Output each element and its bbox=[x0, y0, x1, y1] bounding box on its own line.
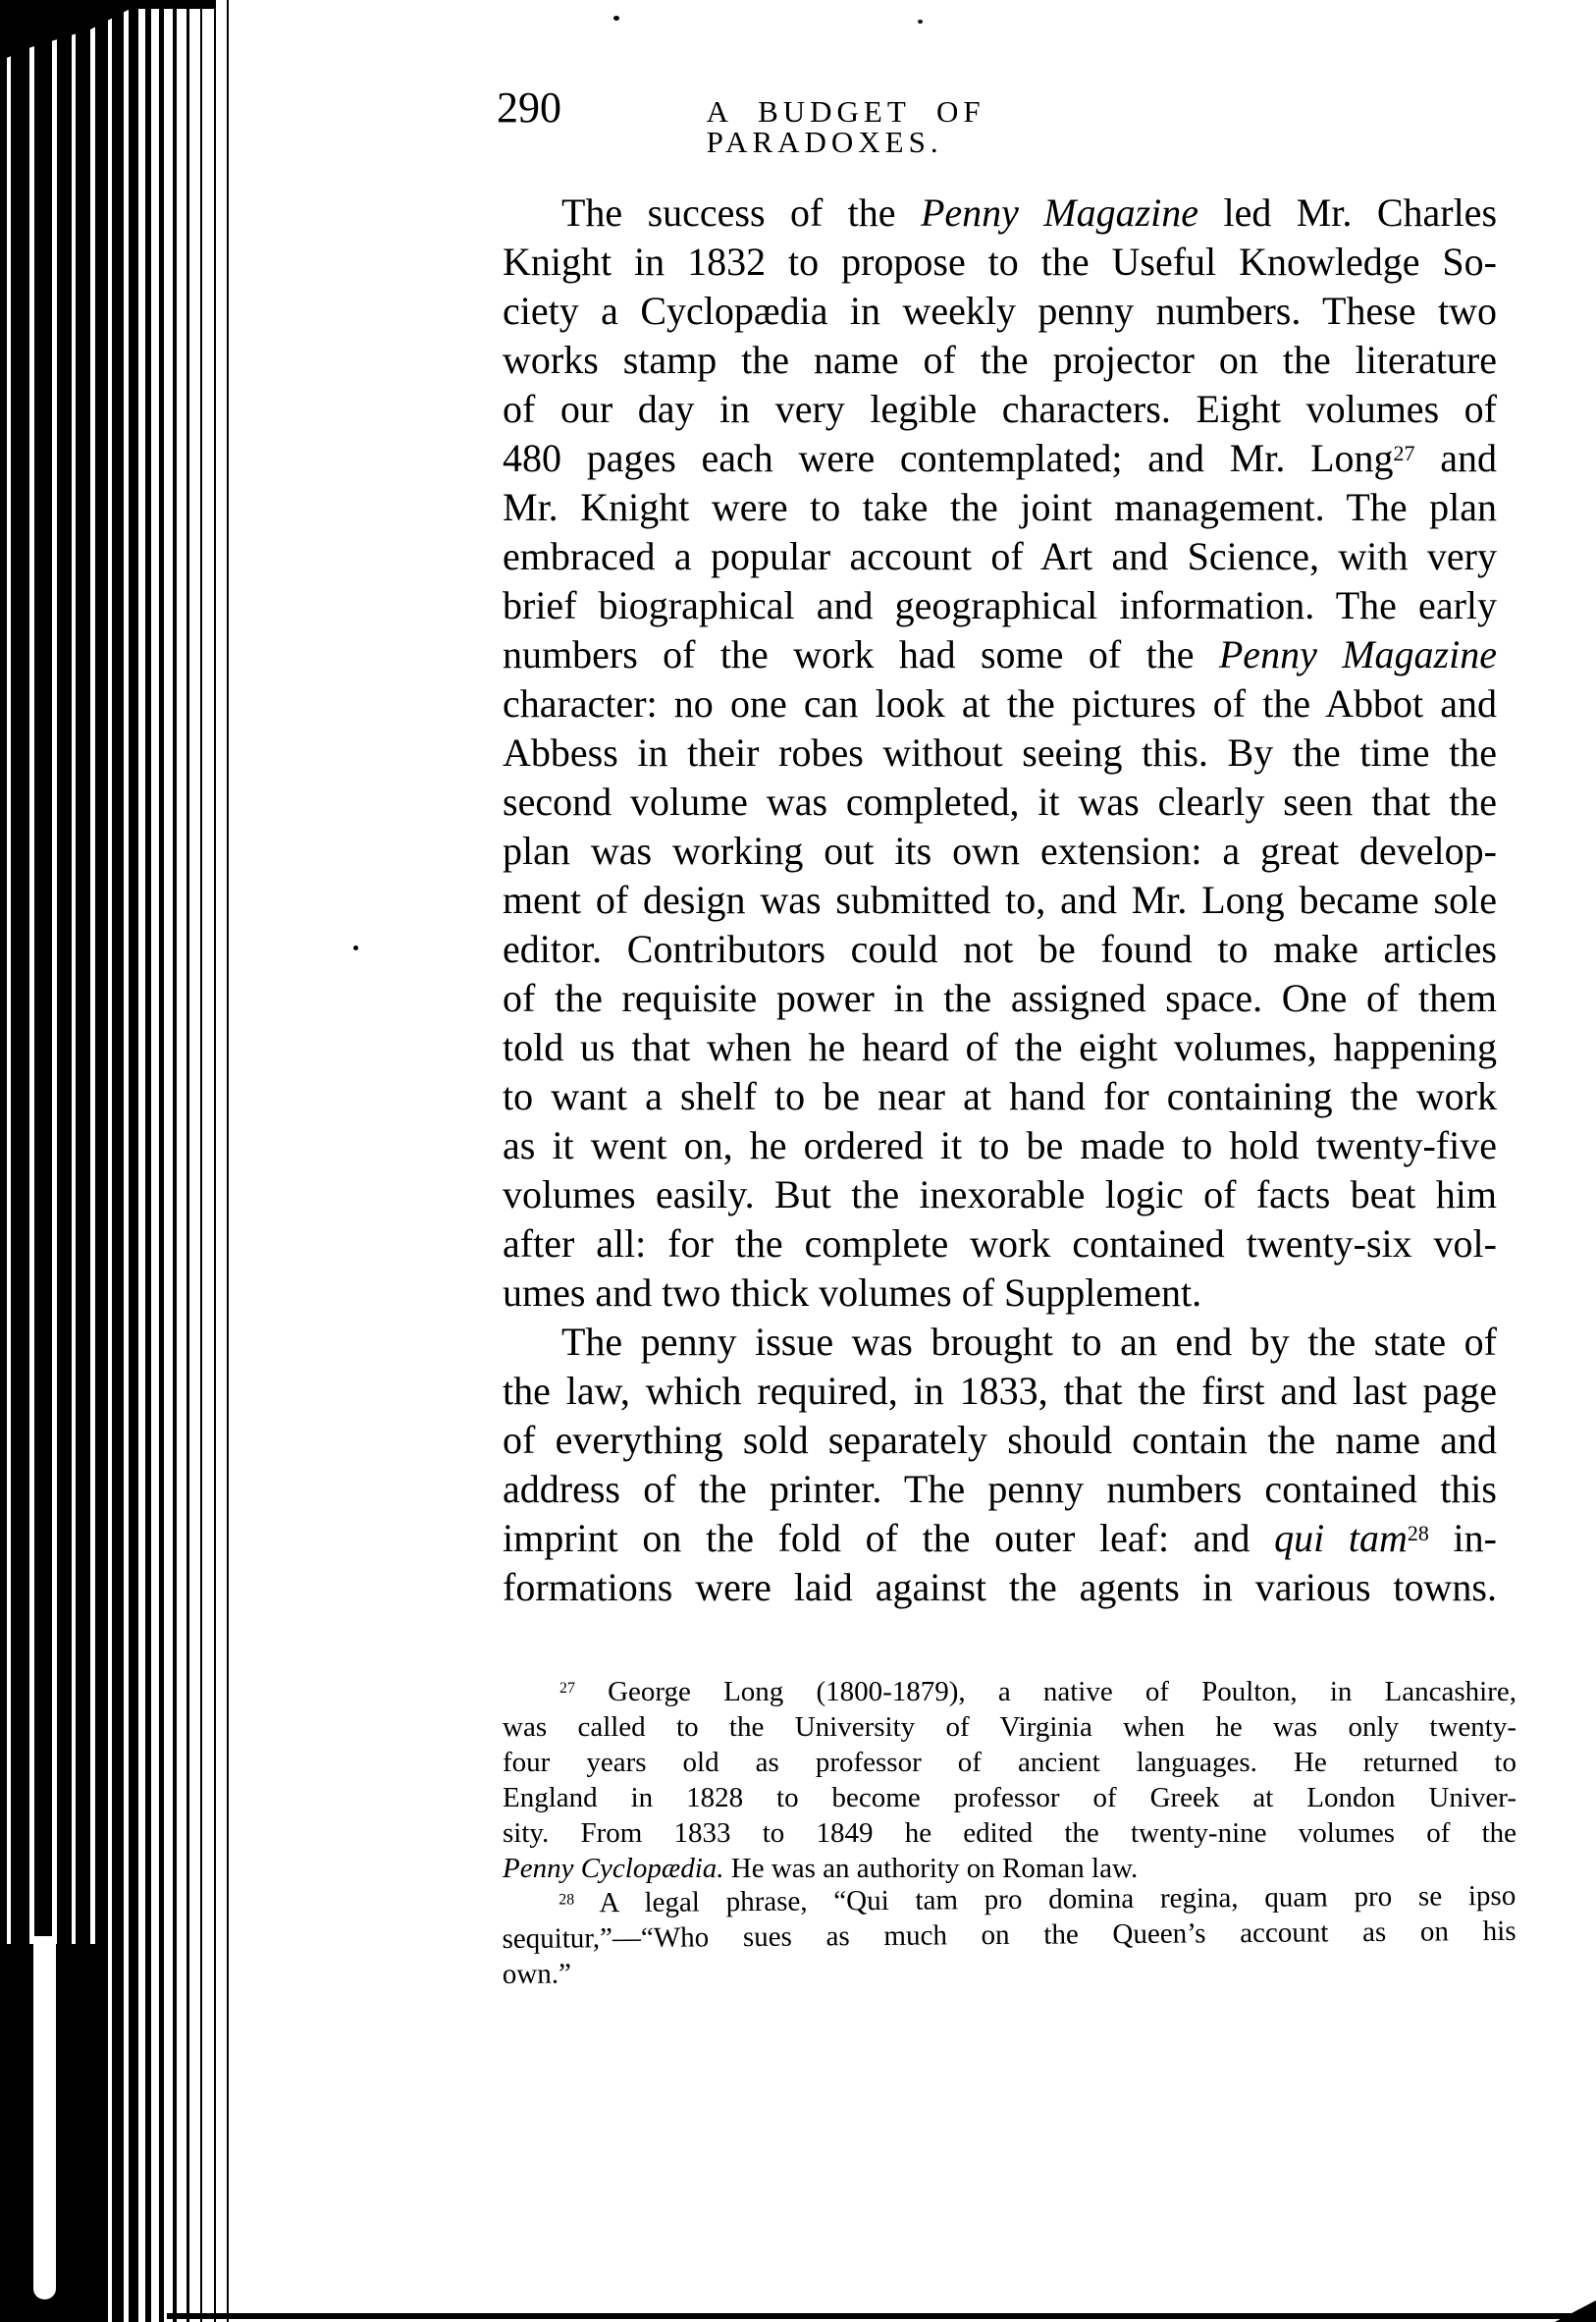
footnote-marker: 27 bbox=[559, 1680, 575, 1698]
body-line bbox=[503, 1023, 1497, 1072]
text-segment: ment of design was submitted to, and Mr. Long became sole bbox=[503, 878, 1497, 922]
body-line bbox=[503, 483, 1497, 532]
body-line bbox=[503, 974, 1497, 1023]
text-segment: editor. Contributors could not be found to make articles bbox=[503, 927, 1497, 971]
text-segment: after all: for the complete work contained twenty-six vol- bbox=[503, 1221, 1497, 1266]
text-segment: volumes easily. But the inexorable logic of facts beat him bbox=[503, 1172, 1497, 1216]
body-line-paragraph bbox=[503, 1318, 1497, 1612]
body-line bbox=[503, 434, 1497, 483]
text-segment: Penny Magazine bbox=[920, 190, 1199, 235]
footnote-marker: 28 bbox=[1407, 1521, 1429, 1545]
body-line bbox=[503, 1465, 1497, 1514]
body-line bbox=[503, 827, 1497, 876]
text-segment: Knight in 1832 to propose to the Useful Knowledge So- bbox=[503, 240, 1497, 284]
text-segment: of the requisite power in the assigned space. One of them bbox=[503, 976, 1497, 1020]
body-line-paragraph bbox=[503, 189, 1497, 1318]
text-segment: Mr. Knight were to take the joint management. The plan bbox=[503, 485, 1497, 529]
body-line bbox=[503, 729, 1497, 778]
body-line bbox=[503, 1416, 1497, 1465]
running-title: A BUDGET OF PARADOXES. bbox=[706, 94, 985, 159]
footnotes bbox=[503, 1674, 1516, 1992]
text-segment: qui tam bbox=[1274, 1516, 1408, 1560]
text-segment: sequitur,”—“Who sues as much on the Queen’s account as on his bbox=[502, 1915, 1516, 1956]
footnote-line bbox=[503, 1674, 1516, 1709]
text-segment: to want a shelf to be near at hand for containing the work bbox=[503, 1074, 1497, 1118]
body-line bbox=[503, 630, 1497, 679]
body-line bbox=[503, 1219, 1497, 1269]
body-line bbox=[503, 385, 1497, 434]
text-segment: Penny Cyclopædia. bbox=[503, 1853, 724, 1884]
footnote-line-paragraph bbox=[502, 1878, 1516, 1992]
body-line bbox=[503, 1269, 1497, 1318]
body-line bbox=[503, 238, 1497, 287]
gutter-white-slot bbox=[33, 1936, 56, 2299]
text-segment: England in 1828 to become professor of Greek at London Univer- bbox=[503, 1782, 1516, 1813]
footnote-line-paragraph bbox=[503, 1674, 1516, 1886]
body-line bbox=[503, 925, 1497, 974]
text-segment: formations were laid against the agents in various towns. bbox=[503, 1565, 1497, 1609]
body-line bbox=[503, 189, 1497, 238]
body-line bbox=[503, 778, 1497, 827]
body-line bbox=[503, 679, 1497, 729]
body-line bbox=[503, 336, 1497, 385]
body-line bbox=[503, 1121, 1497, 1170]
text-segment: the law, which required, in 1833, that the first and last page bbox=[503, 1369, 1497, 1413]
body-line bbox=[503, 1563, 1497, 1612]
text-segment: as it went on, he ordered it to be made to hold twenty-five bbox=[503, 1123, 1497, 1167]
text-segment: led Mr. Charles bbox=[1198, 190, 1498, 235]
body-text bbox=[503, 189, 1497, 1612]
page-header bbox=[497, 83, 1497, 159]
text-segment: of our day in very legible characters. Eight volumes of bbox=[503, 387, 1497, 431]
body-line bbox=[503, 1367, 1497, 1416]
text-segment: in- bbox=[1428, 1516, 1497, 1560]
text-segment: 480 pages each were contemplated; and Mr. Long bbox=[503, 436, 1394, 480]
text-segment: second volume was completed, it was clearly seen that the bbox=[503, 780, 1497, 824]
body-line bbox=[503, 287, 1497, 336]
footnote-line bbox=[503, 1745, 1516, 1780]
text-segment: own.” bbox=[502, 1958, 572, 1990]
text-segment: brief biographical and geographical information. The early bbox=[503, 583, 1497, 627]
body-line bbox=[503, 876, 1497, 925]
body-line bbox=[503, 1318, 1497, 1367]
scan-bottom-edge-line bbox=[167, 2313, 1596, 2319]
text-segment: plan was working out its own extension: a great develop- bbox=[503, 829, 1497, 873]
body-line bbox=[503, 1170, 1497, 1219]
text-segment: The penny issue was brought to an end by the state of bbox=[561, 1320, 1497, 1364]
text-segment: ciety a Cyclopædia in weekly penny numbers. These two bbox=[503, 289, 1497, 333]
text-segment: and bbox=[1414, 436, 1498, 480]
text-segment: address of the printer. The penny numbers contained this bbox=[503, 1467, 1497, 1511]
text-segment: Abbess in their robes without seeing this. By the time the bbox=[503, 730, 1497, 775]
text-segment: George Long (1800-1879), a native of Poulton, in Lancashire, bbox=[574, 1676, 1516, 1707]
page-number: 290 bbox=[497, 83, 561, 132]
text-segment: A legal phrase, “Qui tam pro domina regina, quam pro se ipso bbox=[574, 1879, 1516, 1919]
body-line bbox=[503, 581, 1497, 630]
scan-speck bbox=[613, 16, 619, 21]
body-line bbox=[503, 532, 1497, 581]
text-segment: sity. From 1833 to 1849 he edited the twenty-nine volumes of the bbox=[503, 1817, 1516, 1849]
scan-speck bbox=[918, 20, 923, 24]
body-line bbox=[503, 1072, 1497, 1121]
scan-speck bbox=[353, 945, 358, 950]
footnote-marker: 27 bbox=[1393, 441, 1415, 465]
text-segment: works stamp the name of the projector on the literature bbox=[503, 338, 1497, 382]
text-segment: was called to the University of Virginia when he was only twenty- bbox=[503, 1711, 1516, 1743]
body-line bbox=[503, 1514, 1497, 1563]
footnote-line bbox=[503, 1709, 1516, 1745]
text-segment: numbers of the work had some of the bbox=[503, 632, 1219, 676]
footnote-line bbox=[503, 1815, 1516, 1851]
footnote-marker: 28 bbox=[559, 1891, 575, 1909]
text-segment: character: no one can look at the pictures of the Abbot and bbox=[503, 681, 1497, 726]
text-segment: Penny Magazine bbox=[1218, 632, 1497, 676]
text-segment: He was an authority on Roman law. bbox=[723, 1853, 1139, 1884]
text-segment: The success of the bbox=[561, 190, 921, 235]
text-segment: embraced a popular account of Art and Science, with very bbox=[503, 534, 1497, 578]
text-segment: four years old as professor of ancient languages. He returned to bbox=[503, 1747, 1516, 1778]
text-segment: told us that when he heard of the eight volumes, happening bbox=[503, 1025, 1497, 1069]
text-segment: imprint on the fold of the outer leaf: and bbox=[503, 1516, 1275, 1560]
text-segment: of everything sold separately should contain the name and bbox=[503, 1418, 1497, 1462]
text-segment: umes and two thick volumes of Supplement. bbox=[503, 1270, 1202, 1315]
footnote-line bbox=[503, 1780, 1516, 1815]
